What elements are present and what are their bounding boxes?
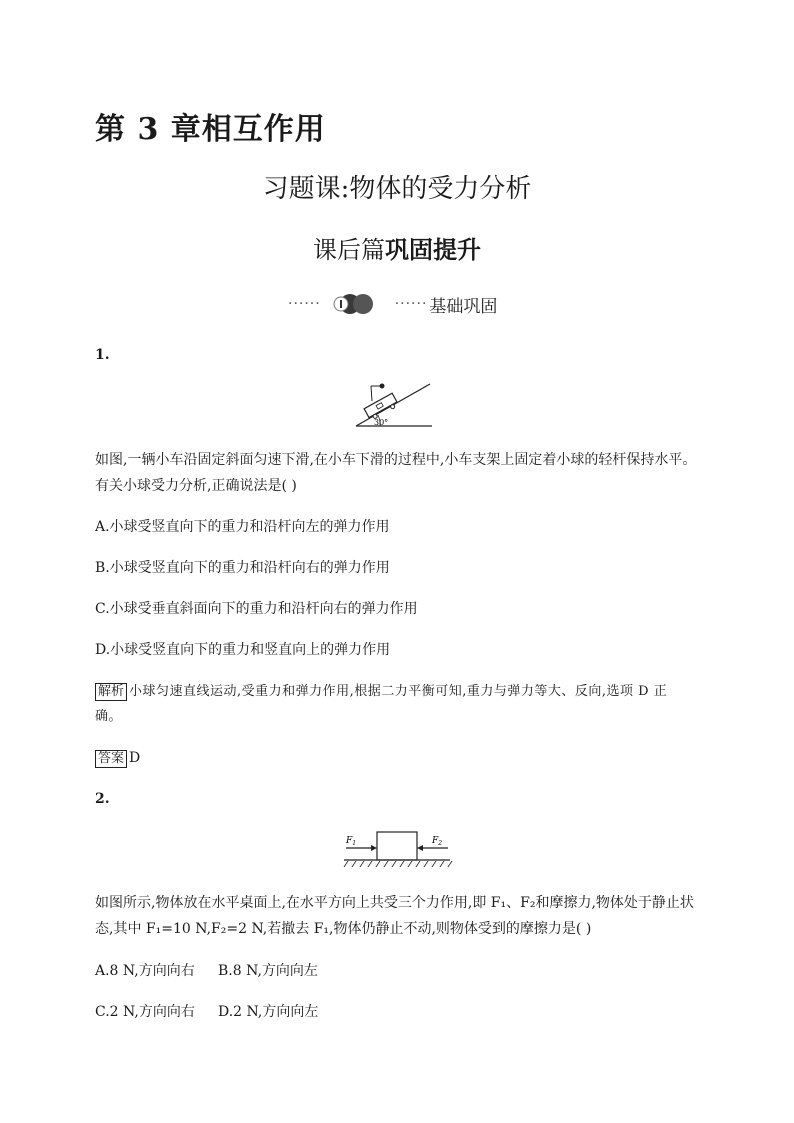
q1-option-c: C.小球受垂直斜面向下的重力和沿杆向右的弹力作用 <box>95 601 418 617</box>
q1-incline-figure <box>354 378 436 430</box>
q1-explanation-line2: 确。 <box>95 709 123 724</box>
section-prefix: 课后篇 <box>313 236 385 264</box>
section-banner <box>288 288 497 320</box>
section-bold: 巩固提升 <box>385 235 481 264</box>
q2-block-figure <box>340 828 454 872</box>
circles-icon <box>329 289 375 319</box>
q1-answer <box>95 748 140 768</box>
answer-tag: 答案 <box>95 750 127 768</box>
banner-dots-right: ······ <box>394 296 428 312</box>
banner-label: 基础巩固 <box>429 296 498 317</box>
q2-option-b: B.8 N,方向向左 <box>218 963 318 979</box>
section-title <box>0 230 794 265</box>
chapter-title: 第 3 章相互作用 <box>95 112 326 147</box>
explanation-tag: 解析 <box>95 683 127 701</box>
q2-stem-line1: 如图所示,物体放在水平桌面上,在水平方向上共受三个力作用,即 F₁、F₂和摩擦力,物体处于静止状 <box>95 895 694 911</box>
banner-dots-left: ······ <box>288 296 321 312</box>
q1-number: 1. <box>95 347 110 363</box>
q2-stem-line2: 态,其中 F₁=10 N,F₂=2 N,若撤去 F₁,物体仍静止不动,则物体受到的摩擦力是( ) <box>95 921 592 937</box>
q1-stem-line2: 有关小球受力分析,正确说法是( ) <box>95 478 297 494</box>
q1-option-a: A.小球受竖直向下的重力和沿杆向左的弹力作用 <box>95 519 390 535</box>
q2-option-d: D.2 N,方向向左 <box>218 1004 319 1020</box>
q1-stem-line1: 如图,一辆小车沿固定斜面匀速下滑,在小车下滑的过程中,小车支架上固定着小球的轻杆保持水平。 <box>95 452 697 468</box>
q1-explanation <box>95 681 667 702</box>
q1-angle-label: 30° <box>374 418 389 427</box>
q1-answer-value: D <box>129 750 141 766</box>
q2-number: 2. <box>95 791 110 807</box>
lesson-title: 习题课:物体的受力分析 <box>262 174 532 204</box>
q2-option-c: C.2 N,方向向右 <box>95 1004 195 1020</box>
q1-option-b: B.小球受竖直向下的重力和沿杆向右的弹力作用 <box>95 560 390 576</box>
q1-option-d: D.小球受竖直向下的重力和竖直向上的弹力作用 <box>95 642 391 658</box>
q2-option-a: A.8 N,方向向右 <box>95 963 195 979</box>
q2-f2-label: $F_2$ <box>432 836 443 847</box>
q1-explanation-line1: 小球匀速直线运动,受重力和弹力作用,根据二力平衡可知,重力与弹力等大、反向,选项 D 正 <box>129 684 668 699</box>
q2-f1-label: $F_1$ <box>346 836 357 847</box>
